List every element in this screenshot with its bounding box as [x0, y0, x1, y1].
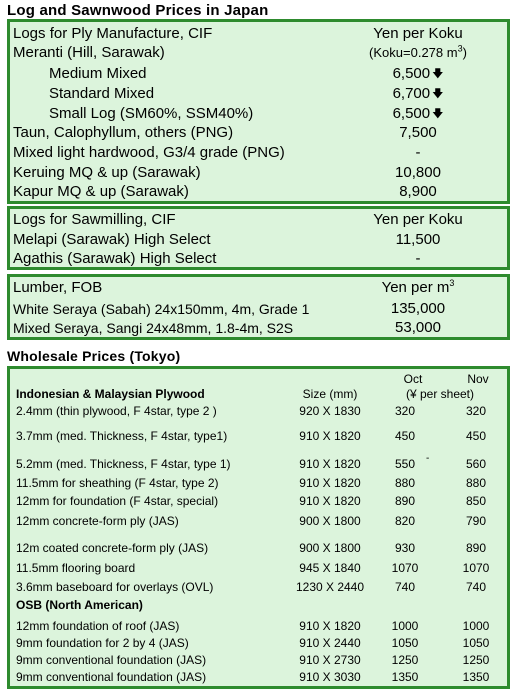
meranti-label: Meranti (Hill, Sarawak)	[13, 44, 165, 61]
row-oct: 1350	[391, 670, 419, 684]
row-size: 900 X 1800	[299, 514, 361, 528]
row-size: 910 X 1820	[299, 619, 361, 633]
row-oct: 740	[394, 580, 416, 594]
row-oct: 1050	[391, 636, 419, 650]
row-oct: 880	[394, 476, 416, 490]
row-size: 910 X 1820	[299, 429, 361, 443]
row-oct: 1000	[391, 619, 419, 633]
row-size: 910 X 1820	[299, 457, 361, 471]
lumber-row-label: White Seraya (Sabah) 24x150mm, 4m, Grade 1	[13, 301, 310, 317]
row-desc: 12mm foundation of roof (JAS)	[16, 619, 180, 633]
saw-row	[13, 249, 504, 269]
table-row	[16, 579, 503, 595]
row-oct: 1070	[391, 561, 419, 575]
saw-header-unit: Yen per Koku	[373, 211, 463, 228]
table-row	[16, 652, 503, 668]
row-nov: 560	[465, 457, 487, 471]
ply-row	[13, 64, 504, 84]
ply-row-value: 6,700 🡇	[392, 85, 444, 102]
row-oct: 550	[394, 457, 416, 471]
col-nov: Nov	[467, 372, 489, 386]
koku-note: (Koku=0.278 $m^3$)	[369, 43, 467, 60]
saw-row-label: Melapi (Sarawak) High Select	[13, 231, 211, 248]
section-osb-row	[16, 597, 503, 613]
row-size: 910 X 1820	[299, 476, 361, 490]
row-desc: 3.6mm baseboard for overlays (OVL)	[16, 580, 214, 594]
table-row	[16, 618, 503, 634]
lumber-row-label: Mixed Seraya, Sangi 24x48mm, 1.8-4m, S2S	[13, 320, 294, 336]
ply-row-value: -	[415, 144, 421, 161]
ply-row-value: 7,500	[399, 124, 437, 141]
row-oct: 320	[394, 404, 416, 418]
row-desc: 12mm for foundation (F 4star, special)	[16, 494, 219, 508]
row-nov: 1250	[462, 653, 490, 667]
saw-row-value: 11,500	[395, 231, 441, 248]
table-row	[16, 403, 503, 419]
ply-header-unit: Yen per Koku	[373, 25, 463, 42]
row-desc: 9mm conventional foundation (JAS)	[16, 653, 207, 667]
ply-row-label: Kapur MQ & up (Sarawak)	[13, 183, 189, 200]
row-desc: 3.7mm (med. Thickness, F 4star, type1)	[16, 429, 228, 443]
section-indonesian-malaysian: Indonesian & Malaysian Plywood	[16, 387, 205, 401]
wholesale-table	[7, 366, 510, 689]
ply-row-label: Standard Mixed	[49, 85, 155, 102]
row-nov: 790	[465, 514, 487, 528]
table-row	[16, 635, 503, 651]
ply-row	[13, 182, 504, 202]
row-size: 920 X 1830	[299, 404, 361, 418]
row-nov: 740	[465, 580, 487, 594]
table-row	[16, 493, 503, 509]
row-size: 1230 X 2440	[295, 580, 365, 594]
table-row	[16, 540, 503, 556]
lumber-row-value: 135,000	[390, 300, 446, 317]
lumber-header-row	[13, 278, 504, 298]
row-nov: 320	[465, 404, 487, 418]
row-desc: 9mm foundation for 2 by 4 (JAS)	[16, 636, 189, 650]
table-row	[16, 453, 503, 472]
row-size: 900 X 1800	[299, 541, 361, 555]
sawmilling-logs-table	[7, 206, 510, 270]
row-desc: 2.4mm (thin plywood, F 4star, type 2 )	[16, 404, 217, 418]
ply-row	[13, 104, 504, 124]
row-oct: 1250	[391, 653, 419, 667]
wholesale-col-header	[16, 386, 503, 402]
wholesale-month-header	[16, 371, 503, 387]
row-oct: 930	[394, 541, 416, 555]
ply-row-label: Medium Mixed	[49, 65, 147, 82]
row-nov: 880	[465, 476, 487, 490]
row-nov: 850	[465, 494, 487, 508]
ply-row-label: Small Log (SM60%, SSM40%)	[49, 105, 254, 122]
table-row	[16, 513, 503, 529]
ply-row	[13, 163, 504, 183]
row-desc: 5.2mm (med. Thickness, F 4star, type 1)	[16, 457, 231, 471]
row-size: 910 X 1820	[299, 494, 361, 508]
meranti-row	[13, 43, 504, 63]
ply-row-value: 10,800	[395, 164, 441, 181]
saw-row-label: Agathis (Sarawak) High Select	[13, 250, 217, 267]
row-nov: 450	[465, 429, 487, 443]
lumber-header-label: Lumber, FOB	[13, 279, 103, 296]
table-row	[16, 669, 503, 685]
down-arrow-icon: 🡇	[432, 108, 444, 120]
lumber-table	[7, 274, 510, 340]
row-oct: 890	[394, 494, 416, 508]
col-size: Size (mm)	[302, 387, 358, 401]
ply-header-row	[13, 24, 504, 44]
wholesale-title: Wholesale Prices (Tokyo)	[7, 348, 181, 364]
row-size: 910 X 2440	[299, 636, 361, 650]
ply-row-label: Mixed light hardwood, G3/4 grade (PNG)	[13, 144, 285, 161]
ply-row	[13, 143, 504, 163]
ply-header-label: Logs for Ply Manufacture, CIF	[13, 25, 213, 42]
row-nov: 1050	[462, 636, 490, 650]
ply-logs-table	[7, 19, 510, 204]
col-unit: (¥ per sheet)	[405, 387, 475, 401]
saw-header-row	[13, 210, 504, 230]
col-oct: Oct	[403, 372, 423, 386]
row-desc: 12mm concrete-form ply (JAS)	[16, 514, 179, 528]
lumber-row-value: 53,000	[395, 319, 441, 336]
page-title: Log and Sawnwood Prices in Japan	[7, 2, 269, 19]
row-oct: 820	[394, 514, 416, 528]
ply-row-value: 6,500 🡇	[392, 105, 444, 122]
row-nov: 1350	[462, 670, 490, 684]
row-nov: 1000	[462, 619, 490, 633]
saw-header-label: Logs for Sawmilling, CIF	[13, 211, 176, 228]
row-size: 910 X 3030	[299, 670, 361, 684]
down-arrow-icon: 🡇	[432, 88, 444, 100]
saw-row-value: -	[415, 250, 421, 267]
ply-row-label: Taun, Calophyllum, others (PNG)	[13, 124, 234, 141]
ply-row-label: Keruing MQ & up (Sarawak)	[13, 164, 201, 181]
table-row	[16, 560, 503, 576]
ply-row	[13, 84, 504, 104]
lumber-row	[13, 318, 504, 338]
row-desc: 12m coated concrete-form ply (JAS)	[16, 541, 209, 555]
ply-row	[13, 123, 504, 143]
row-nov: 1070	[462, 561, 490, 575]
row-nov: 890	[465, 541, 487, 555]
ply-row-value: 8,900	[399, 183, 437, 200]
section-osb: OSB (North American)	[16, 598, 143, 612]
stray-mark: -	[426, 453, 430, 464]
row-oct: 450	[394, 429, 416, 443]
down-arrow-icon: 🡇	[432, 68, 444, 80]
row-desc: 11.5mm flooring board	[16, 561, 136, 575]
table-row	[16, 428, 503, 444]
row-desc: 9mm conventional foundation (JAS)	[16, 670, 207, 684]
lumber-row	[13, 299, 504, 319]
row-size: 945 X 1840	[299, 561, 361, 575]
table-row	[16, 475, 503, 491]
row-size: 910 X 2730	[299, 653, 361, 667]
row-desc: 11.5mm for sheathing (F 4star, type 2)	[16, 476, 219, 490]
saw-row	[13, 230, 504, 250]
lumber-header-unit: Yen per $m^3$	[381, 278, 455, 296]
ply-row-value: 6,500 🡇	[392, 65, 444, 82]
